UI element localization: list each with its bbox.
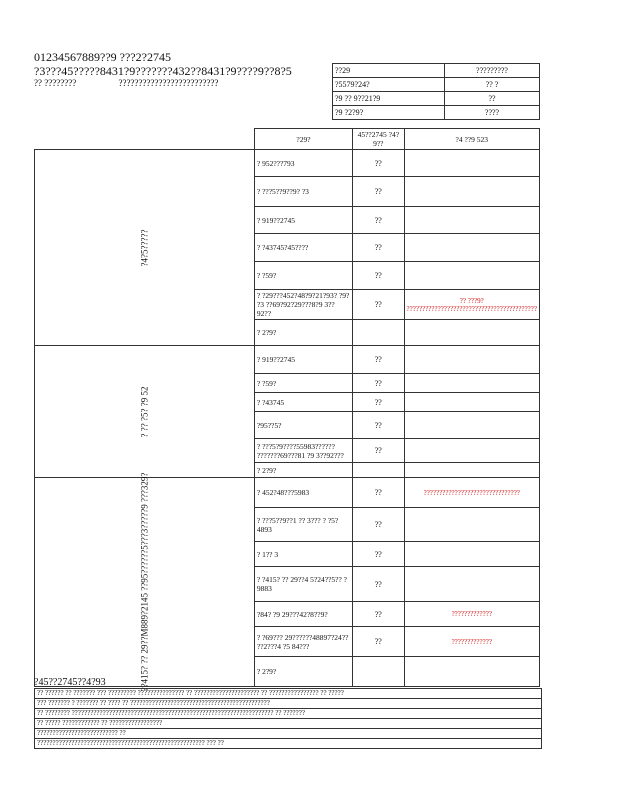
score-cell: ?? <box>353 150 404 177</box>
remark-cell <box>404 542 539 567</box>
note-line: ??? ??????? ? ??????? ?? ???? ?? ????????????????????????????????????????????? <box>35 699 541 709</box>
remark-cell <box>404 412 539 439</box>
document-title <box>34 50 334 78</box>
remark-cell <box>404 207 539 234</box>
score-cell: ?? <box>353 567 404 602</box>
score-cell: ?? <box>353 207 404 234</box>
item-cell: ? 452?48???5983 <box>254 478 352 508</box>
score-cell: ?? <box>353 542 404 567</box>
score-cell: ?? <box>353 346 404 374</box>
item-cell: ? 2?9? <box>254 657 352 687</box>
item-cell: ? ?43745 <box>254 393 352 412</box>
group-label-cell <box>35 346 255 478</box>
score-cell: ?? <box>353 627 404 657</box>
remark-cell <box>404 374 539 393</box>
subtitle <box>34 78 258 88</box>
item-cell: ? ?59? <box>254 374 352 393</box>
item-cell: ? 919??2745 <box>254 207 352 234</box>
note-line: ?????????????????????????????????????????????????????? ??? ?? <box>37 739 224 747</box>
remark-cell <box>404 393 539 412</box>
score-cell: ?? <box>353 177 404 207</box>
score-cell <box>353 657 404 687</box>
header-item: ?29? <box>254 129 352 150</box>
info-value: ???? <box>445 106 540 120</box>
evaluation-table <box>34 128 540 692</box>
remark-cell <box>404 234 539 262</box>
info-label: ?9 ?? 9??21?9 <box>333 92 445 106</box>
remark-cell <box>404 439 539 463</box>
score-cell: ?? <box>353 602 404 627</box>
item-cell: ? 919??2745 <box>254 346 352 374</box>
item-cell: ? ???5?9????55983?????? ???????69???81 ?9 3??92??? <box>254 439 352 463</box>
item-cell: ? ???5??9??9? ?3 <box>254 177 352 207</box>
table-header-row <box>35 129 540 150</box>
title-line-2: ?3???45?????8431?9???????432??8431?9????9??8?5 <box>34 64 292 78</box>
header-remark: ?4 ??9 523 <box>404 129 539 150</box>
info-table <box>332 63 540 120</box>
score-cell: ?? <box>353 290 404 320</box>
info-row <box>333 106 540 120</box>
info-label: ?9 ?2?9? <box>333 106 445 120</box>
item-cell: ? ?43745?45???? <box>254 234 352 262</box>
info-value: ????????? <box>445 64 540 78</box>
item-cell: ? ?59? <box>254 262 352 290</box>
score-cell: ?? <box>353 478 404 508</box>
subtitle-left: ?? ???????? <box>34 78 77 88</box>
group-label: ? ?? ?5? ?9 52 <box>139 386 150 437</box>
item-cell: ? ?415? ?? 29??4 5?24??5?? ? 9883 <box>254 567 352 602</box>
remark-cell <box>404 508 539 542</box>
score-cell: ?? <box>353 412 404 439</box>
score-cell: ?? <box>353 262 404 290</box>
table-row <box>35 478 540 508</box>
score-cell <box>353 463 404 478</box>
score-cell: ?? <box>353 508 404 542</box>
item-cell: ? 952???793 <box>254 150 352 177</box>
remark-cell: ????????????? <box>404 627 539 657</box>
table-row <box>35 346 540 374</box>
group-label: ?4?5????? <box>139 229 150 266</box>
info-row <box>333 78 540 92</box>
item-cell: ? ?69??? 29??????48897?24?? ??2???4 ?5 84??? <box>254 627 352 657</box>
info-label: ?5579?24? <box>333 78 445 92</box>
item-cell: ? ?29???452?48?9?21?93? ?9? ?3 ??69?92?29???8?9 3?? 92?? <box>254 290 352 320</box>
remark-cell: ????????????? <box>404 602 539 627</box>
remark-cell <box>404 150 539 177</box>
subtitle-right: ????????????????????????? <box>118 78 219 88</box>
item-cell: ? 1?? 3 <box>254 542 352 567</box>
item-cell: ?95??5? <box>254 412 352 439</box>
info-value: ?? <box>445 92 540 106</box>
item-cell: ?84? ?9 29???42?8??9? <box>254 602 352 627</box>
remark-cell <box>404 262 539 290</box>
group-label-cell <box>35 472 255 692</box>
notes-box <box>34 688 542 749</box>
info-row <box>333 64 540 78</box>
score-cell: ?? <box>353 439 404 463</box>
score-cell: ?? <box>353 374 404 393</box>
item-cell: ? 2?9? <box>254 320 352 346</box>
score-cell: ?? <box>353 393 404 412</box>
remark-cell <box>404 346 539 374</box>
remark-cell <box>404 177 539 207</box>
group-label: ??415? ?? 29??M889?2145 ??95??????5???3?????9 ???329? <box>139 472 150 692</box>
note-line: ?? ???????? ????????????????????????????????????????????????????????????????? ?? ??????? <box>35 709 541 719</box>
score-cell: ?? <box>353 234 404 262</box>
item-cell: ? 2?9? <box>254 463 352 478</box>
notes-title: ?45??2745??4?93 <box>34 677 106 688</box>
item-cell: ? ???5??9??1 ?? 3??? ? ?5?4893 <box>254 508 352 542</box>
remark-cell: ??????????????????????????????? <box>404 478 539 508</box>
remark-cell <box>404 320 539 346</box>
score-cell <box>353 320 404 346</box>
note-line: ?? ?????? ?? ??????? ??? ????????? ??????????????? ?? ????????????????????? ?? ???????????????? ?? ????? <box>35 689 541 699</box>
note-line: ?? ????? ???????????? ?? ????????????????? <box>35 719 541 729</box>
info-label: ??29 <box>333 64 445 78</box>
table-row <box>35 150 540 177</box>
info-row <box>333 92 540 106</box>
info-value: ?? ? <box>445 78 540 92</box>
remark-cell: ?? ???9? ?????????????????????????????????????????? <box>404 290 539 320</box>
remark-cell <box>404 567 539 602</box>
header-score: 45??2745 ?4?9?? <box>353 129 404 150</box>
remark-cell <box>404 463 539 478</box>
remark-cell <box>404 657 539 687</box>
note-line: ?????????????????????????? ?? <box>35 729 541 739</box>
title-line-1: 01234567889??9 ???2?2745 <box>34 50 171 64</box>
